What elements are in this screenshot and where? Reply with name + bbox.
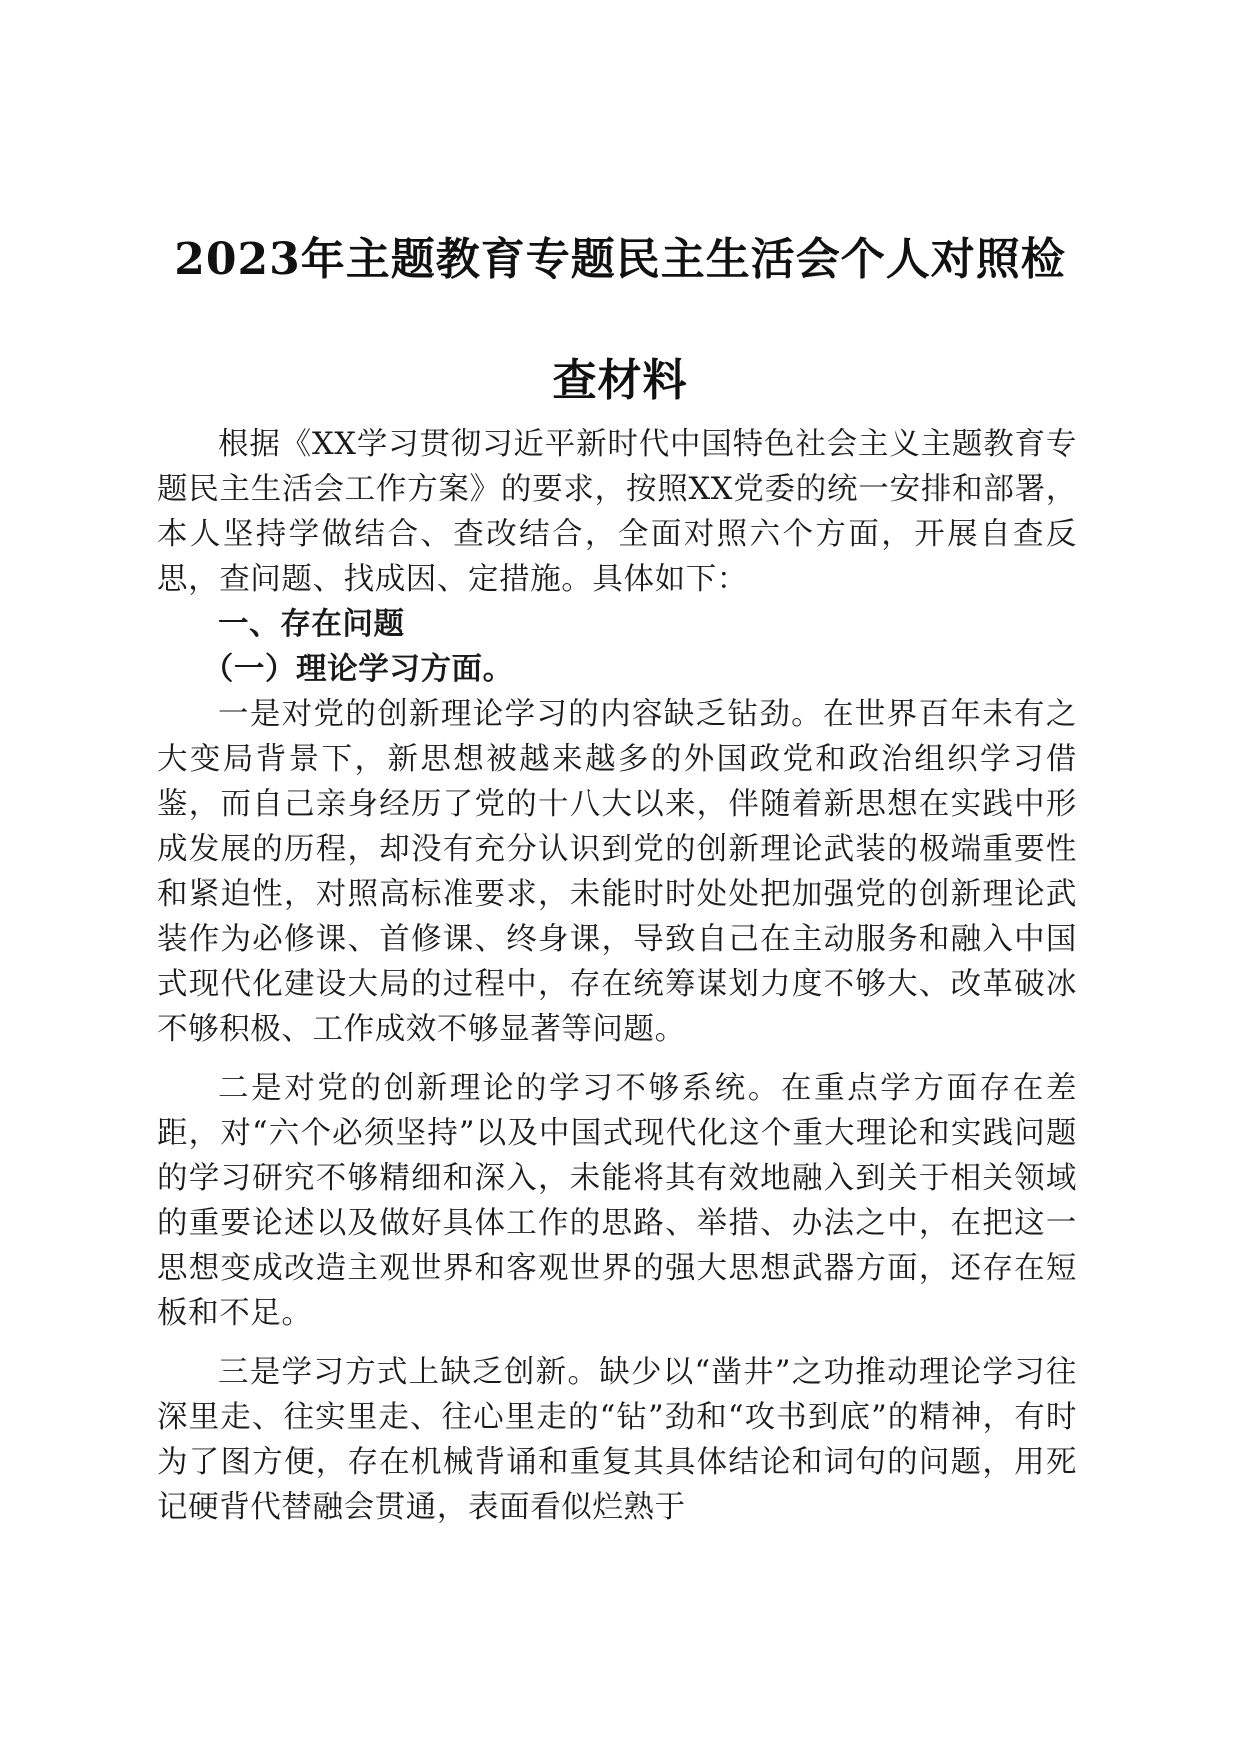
body-paragraph-3: 三是学习方式上缺乏创新。缺少以“凿井”之功推动理论学习往深里走、往实里走、往心里走的“钻”劲和“攻书到底”的精神，有时为了图方便，存在机械背诵和重复其具体结论和词句的问题，用死记硬背代替融会贯通，表面看似烂熟于 xyxy=(157,1355,1077,1525)
body-paragraph-2: 二是对党的创新理论的学习不够系统。在重点学方面存在差距，对“六个必须坚持”以及中国式现代化这个重大理论和实践问题的学习研究不够精细和深入，未能将其有效地融入到关于相关领域的重要论述以及做好具体工作的思路、举措、办法之中，在把这一思想变成改造主观世界和客观世界的强大思想武器方面，还存在短板和不足。 xyxy=(157,1071,1077,1331)
section-heading-problems: 一、存在问题 xyxy=(218,606,405,642)
document-title-line-2: 查材料 xyxy=(552,355,688,406)
body-paragraph-1: 一是对党的创新理论学习的内容缺乏钻劲。在世界百年未有之大变局背景下，新思想被越来越多的外国政党和政治组织学习借鉴，而自己亲身经历了党的十八大以来，伴随着新思想在实践中形成发展的历程，却没有充分认识到党的创新理论武装的极端重要性和紧迫性，对照高标准要求，未能时时处处把加强党的创新理论武装作为必修课、首修课、终身课，导致自己在主动服务和融入中国式现代化建设大局的过程中，存在统筹谋划力度不够大、改革破冰不够积极、工作成效不够显著等问题。 xyxy=(157,697,1077,1047)
document-body xyxy=(157,422,1077,1530)
subsection-heading-theory-study: （一）理论学习方面。 xyxy=(202,651,514,687)
intro-paragraph: 根据《XX学习贯彻习近平新时代中国特色社会主义主题教育专题民主生活会工作方案》的要求，按照XX党委的统一安排和部署，本人坚持学做结合、查改结合，全面对照六个方面，开展自查反思，查问题、找成因、定措施。具体如下： xyxy=(157,427,1077,597)
document-title-line-1: 2023年主题教育专题民主生活会个人对照检 xyxy=(174,234,1066,285)
